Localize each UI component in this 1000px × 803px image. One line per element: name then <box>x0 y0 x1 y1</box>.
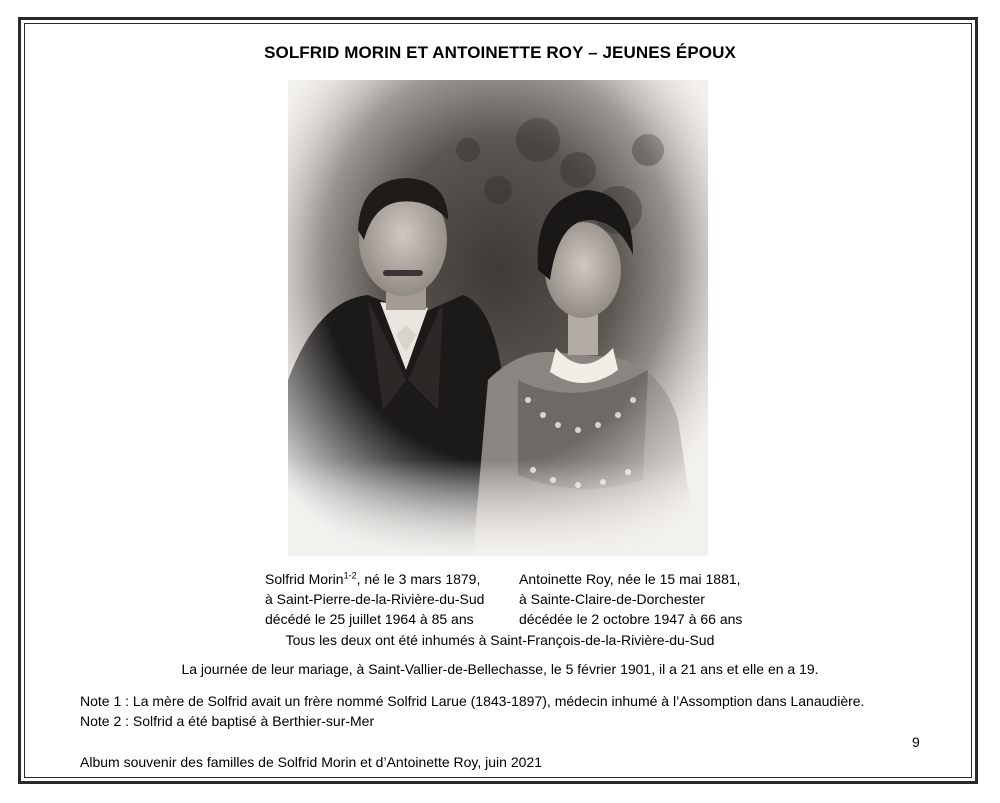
caption-antoinette <box>519 569 742 629</box>
wedding-text: La journée de leur mariage, à Saint-Vallier-de-Bellechasse, le 5 février 1901, il a 21 ans et elle en a 19. <box>181 661 819 677</box>
solfrid-name: Solfrid Morin <box>265 571 344 587</box>
caption-antoinette-place: à Sainte-Claire-de-Dorchester <box>519 591 705 607</box>
caption-antoinette-death: décédée le 2 octobre 1947 à 66 ans <box>519 611 743 627</box>
caption-solfrid-birth <box>265 569 484 589</box>
burial-text: Tous les deux ont été inhumés à Saint-François-de-la-Rivière-du-Sud <box>285 632 715 648</box>
footer-text: Album souvenir des familles de Solfrid Morin et d’Antoinette Roy, juin 2021 <box>80 754 542 770</box>
solfrid-birth-date: , né le 3 mars 1879, <box>356 571 481 587</box>
caption-solfrid <box>265 569 484 629</box>
page-number: 9 <box>912 734 920 750</box>
note-reference: 1-2 <box>343 570 357 581</box>
page-title: SOLFRID MORIN ET ANTOINETTE ROY – JEUNES ÉPOUX <box>264 43 736 62</box>
note-1: Note 1 : La mère de Solfrid avait un frère nommé Solfrid Larue (1843-1897), médecin inhumé à l’Assomption dans Lanaudière. <box>80 693 865 709</box>
caption-solfrid-place: à Saint-Pierre-de-la-Rivière-du-Sud <box>265 591 485 607</box>
couple-portrait-photo <box>288 80 708 556</box>
note-2: Note 2 : Solfrid a été baptisé à Berthier-sur-Mer <box>80 713 375 729</box>
caption-solfrid-death: décédé le 25 juillet 1964 à 85 ans <box>265 611 474 627</box>
caption-antoinette-birth: Antoinette Roy, née le 15 mai 1881, <box>519 571 741 587</box>
